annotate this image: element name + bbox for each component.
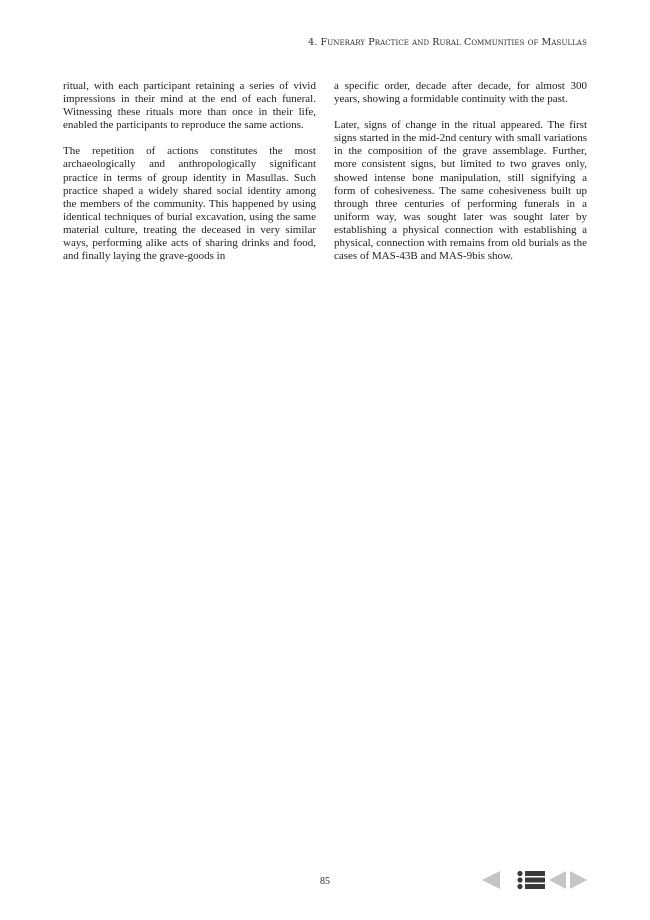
contents-menu-button[interactable] bbox=[516, 870, 548, 890]
right-column bbox=[334, 80, 587, 276]
menu-list-icon bbox=[516, 870, 548, 890]
running-header: 4. Funerary Practice and Rural Communities of Masullas bbox=[308, 37, 587, 48]
previous-page-icon bbox=[548, 870, 568, 890]
body-paragraph: a specific order, decade after decade, for almost 300 years, showing a formidable continuity with the past. bbox=[334, 80, 587, 106]
back-arrow-icon bbox=[480, 870, 502, 890]
next-page-icon bbox=[568, 870, 588, 890]
body-paragraph: Later, signs of change in the ritual appeared. The first signs started in the mid-2nd century with small variations in the composition of the grave assemblage. Further, more consistent signs, but limited to two graves only, showed intense bone manipulation, still signifying a form of cohesiveness. The same cohesiveness built up through three centuries of performing funerals in a uniform way, was sought later was sought later by establishing a physical connection with establishing a physical, connection with remains from old burials as the cases of MAS-43B and MAS-9bis show. bbox=[334, 119, 587, 263]
back-button[interactable] bbox=[480, 870, 502, 890]
next-page-button[interactable] bbox=[568, 870, 588, 890]
page-number: 85 bbox=[320, 876, 330, 887]
page-navigation bbox=[480, 870, 590, 892]
body-paragraph: ritual, with each participant retaining a series of vivid impressions in their mind at the end of each funeral. Witnessing these rituals more than once in their life, enabled the participants to reproduce the same actions. bbox=[63, 80, 316, 132]
left-column bbox=[63, 80, 316, 276]
previous-page-button[interactable] bbox=[548, 870, 568, 890]
body-paragraph: The repetition of actions constitutes the most archaeologically and anthropologically significant practice in terms of group identity in Masullas. Such practice shaped a widely shared social identity among the members of the community. This happened by using identical techniques of burial excavation, using the same material culture, treating the deceased in very similar ways, performing alike acts of sharing drinks and food, and finally laying the grave-goods in bbox=[63, 145, 316, 263]
